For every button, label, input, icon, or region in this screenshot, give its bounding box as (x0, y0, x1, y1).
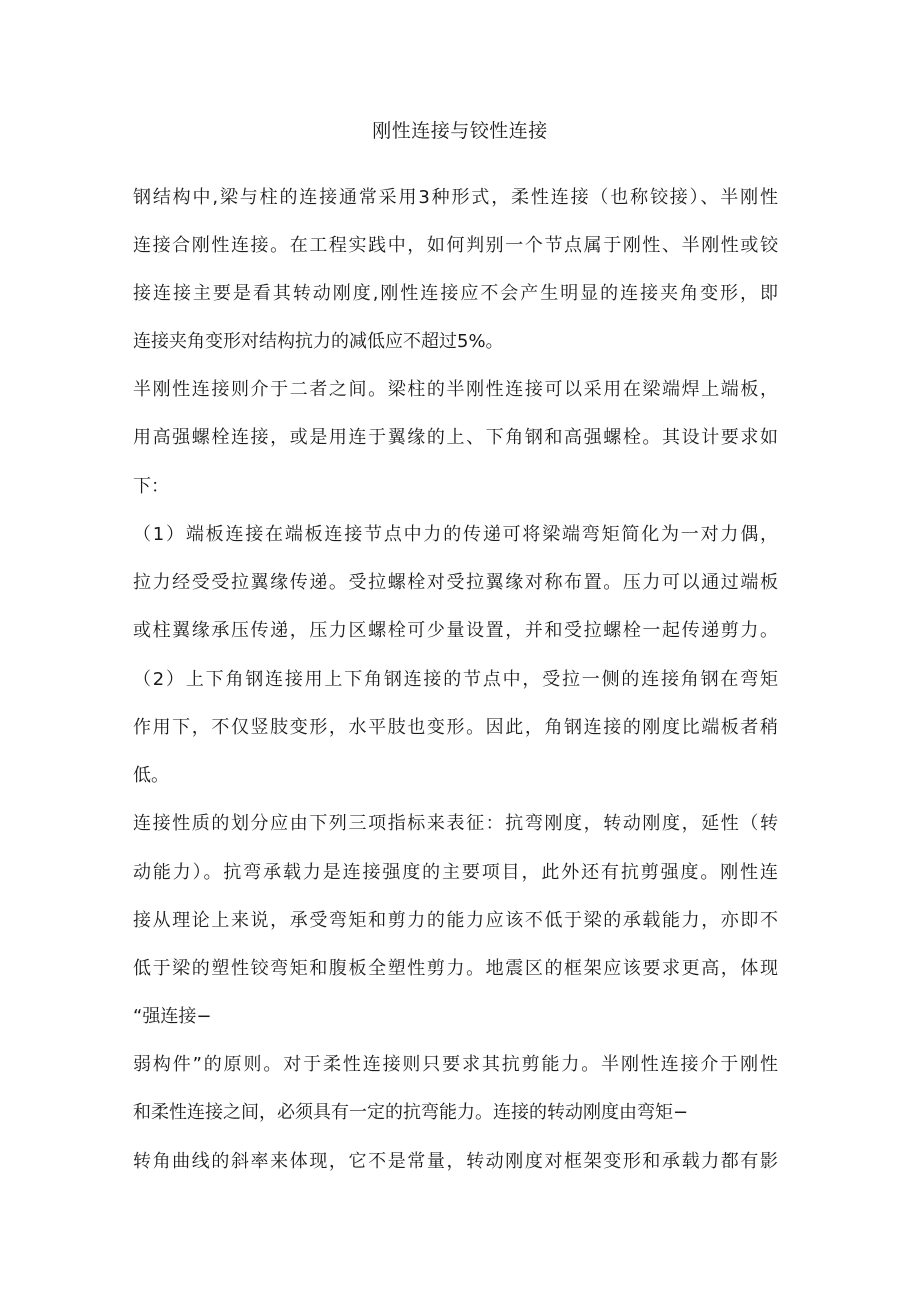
paragraph-line: 接连接主要是看其转动刚度,刚性连接应不会产生明显的连接夹角变形，即 (133, 283, 778, 304)
paragraph-line: “强连接− (133, 1006, 212, 1027)
paragraph-line: 钢结构中,梁与柱的连接通常采用3种形式，柔性连接（也称铰接）、半刚性 (133, 187, 778, 208)
paragraph-line: 拉力经受受拉翼缘传递。受拉螺栓对受拉翼缘对称布置。压力可以通过端板 (133, 572, 778, 593)
paragraph-line: 连接合刚性连接。在工程实践中，如何判别一个节点属于刚性、半刚性或铰 (133, 235, 778, 256)
paragraph-line: 低。 (133, 765, 169, 786)
paragraph-line: 转角曲线的斜率来体现，它不是常量，转动刚度对框架变形和承载力都有影 (133, 1151, 778, 1172)
paragraph-line: 接从理论上来说，承受弯矩和剪力的能力应该不低于梁的承载能力，亦即不 (133, 910, 778, 931)
paragraph-line: 连接性质的划分应由下列三项指标来表征：抗弯刚度，转动刚度，延性（转 (133, 813, 778, 834)
paragraph-line: 动能力）。抗弯承载力是连接强度的主要项目，此外还有抗剪强度。刚性连 (133, 862, 778, 883)
paragraph-line: 弱构件”的原则。对于柔性连接则只要求其抗剪能力。半刚性连接介于刚性 (133, 1054, 778, 1075)
paragraph-line: 和柔性连接之间，必须具有一定的抗弯能力。连接的转动刚度由弯矩− (133, 1102, 689, 1123)
paragraph-line: 作用下，不仅竖肢变形，水平肢也变形。因此，角钢连接的刚度比端板者稍 (133, 717, 778, 738)
paragraph-line: 连接夹角变形对结构抗力的减低应不超过5%。 (133, 331, 504, 352)
paragraph-line: 或柱翼缘承压传递，压力区螺栓可少量设置，并和受拉螺栓一起传递剪力。 (133, 620, 778, 641)
paragraph-line: （1）端板连接在端板连接节点中力的传递可将梁端弯矩简化为一对力偶， (133, 524, 778, 545)
paragraph-line: （2）上下角钢连接用上下角钢连接的节点中，受拉一侧的连接角钢在弯矩 (133, 669, 778, 690)
paragraph-line: 半刚性连接则介于二者之间。梁柱的半刚性连接可以采用在梁端焊上端板， (133, 379, 778, 400)
paragraph-line: 下： (133, 476, 169, 497)
paragraph-line: 用高强螺栓连接，或是用连于翼缘的上、下角钢和高强螺栓。其设计要求如 (133, 427, 778, 448)
document-title: 刚性连接与铰性连接 (372, 120, 548, 142)
paragraph-line: 低于梁的塑性铰弯矩和腹板全塑性剪力。地震区的框架应该要求更高，体现 (133, 958, 778, 979)
